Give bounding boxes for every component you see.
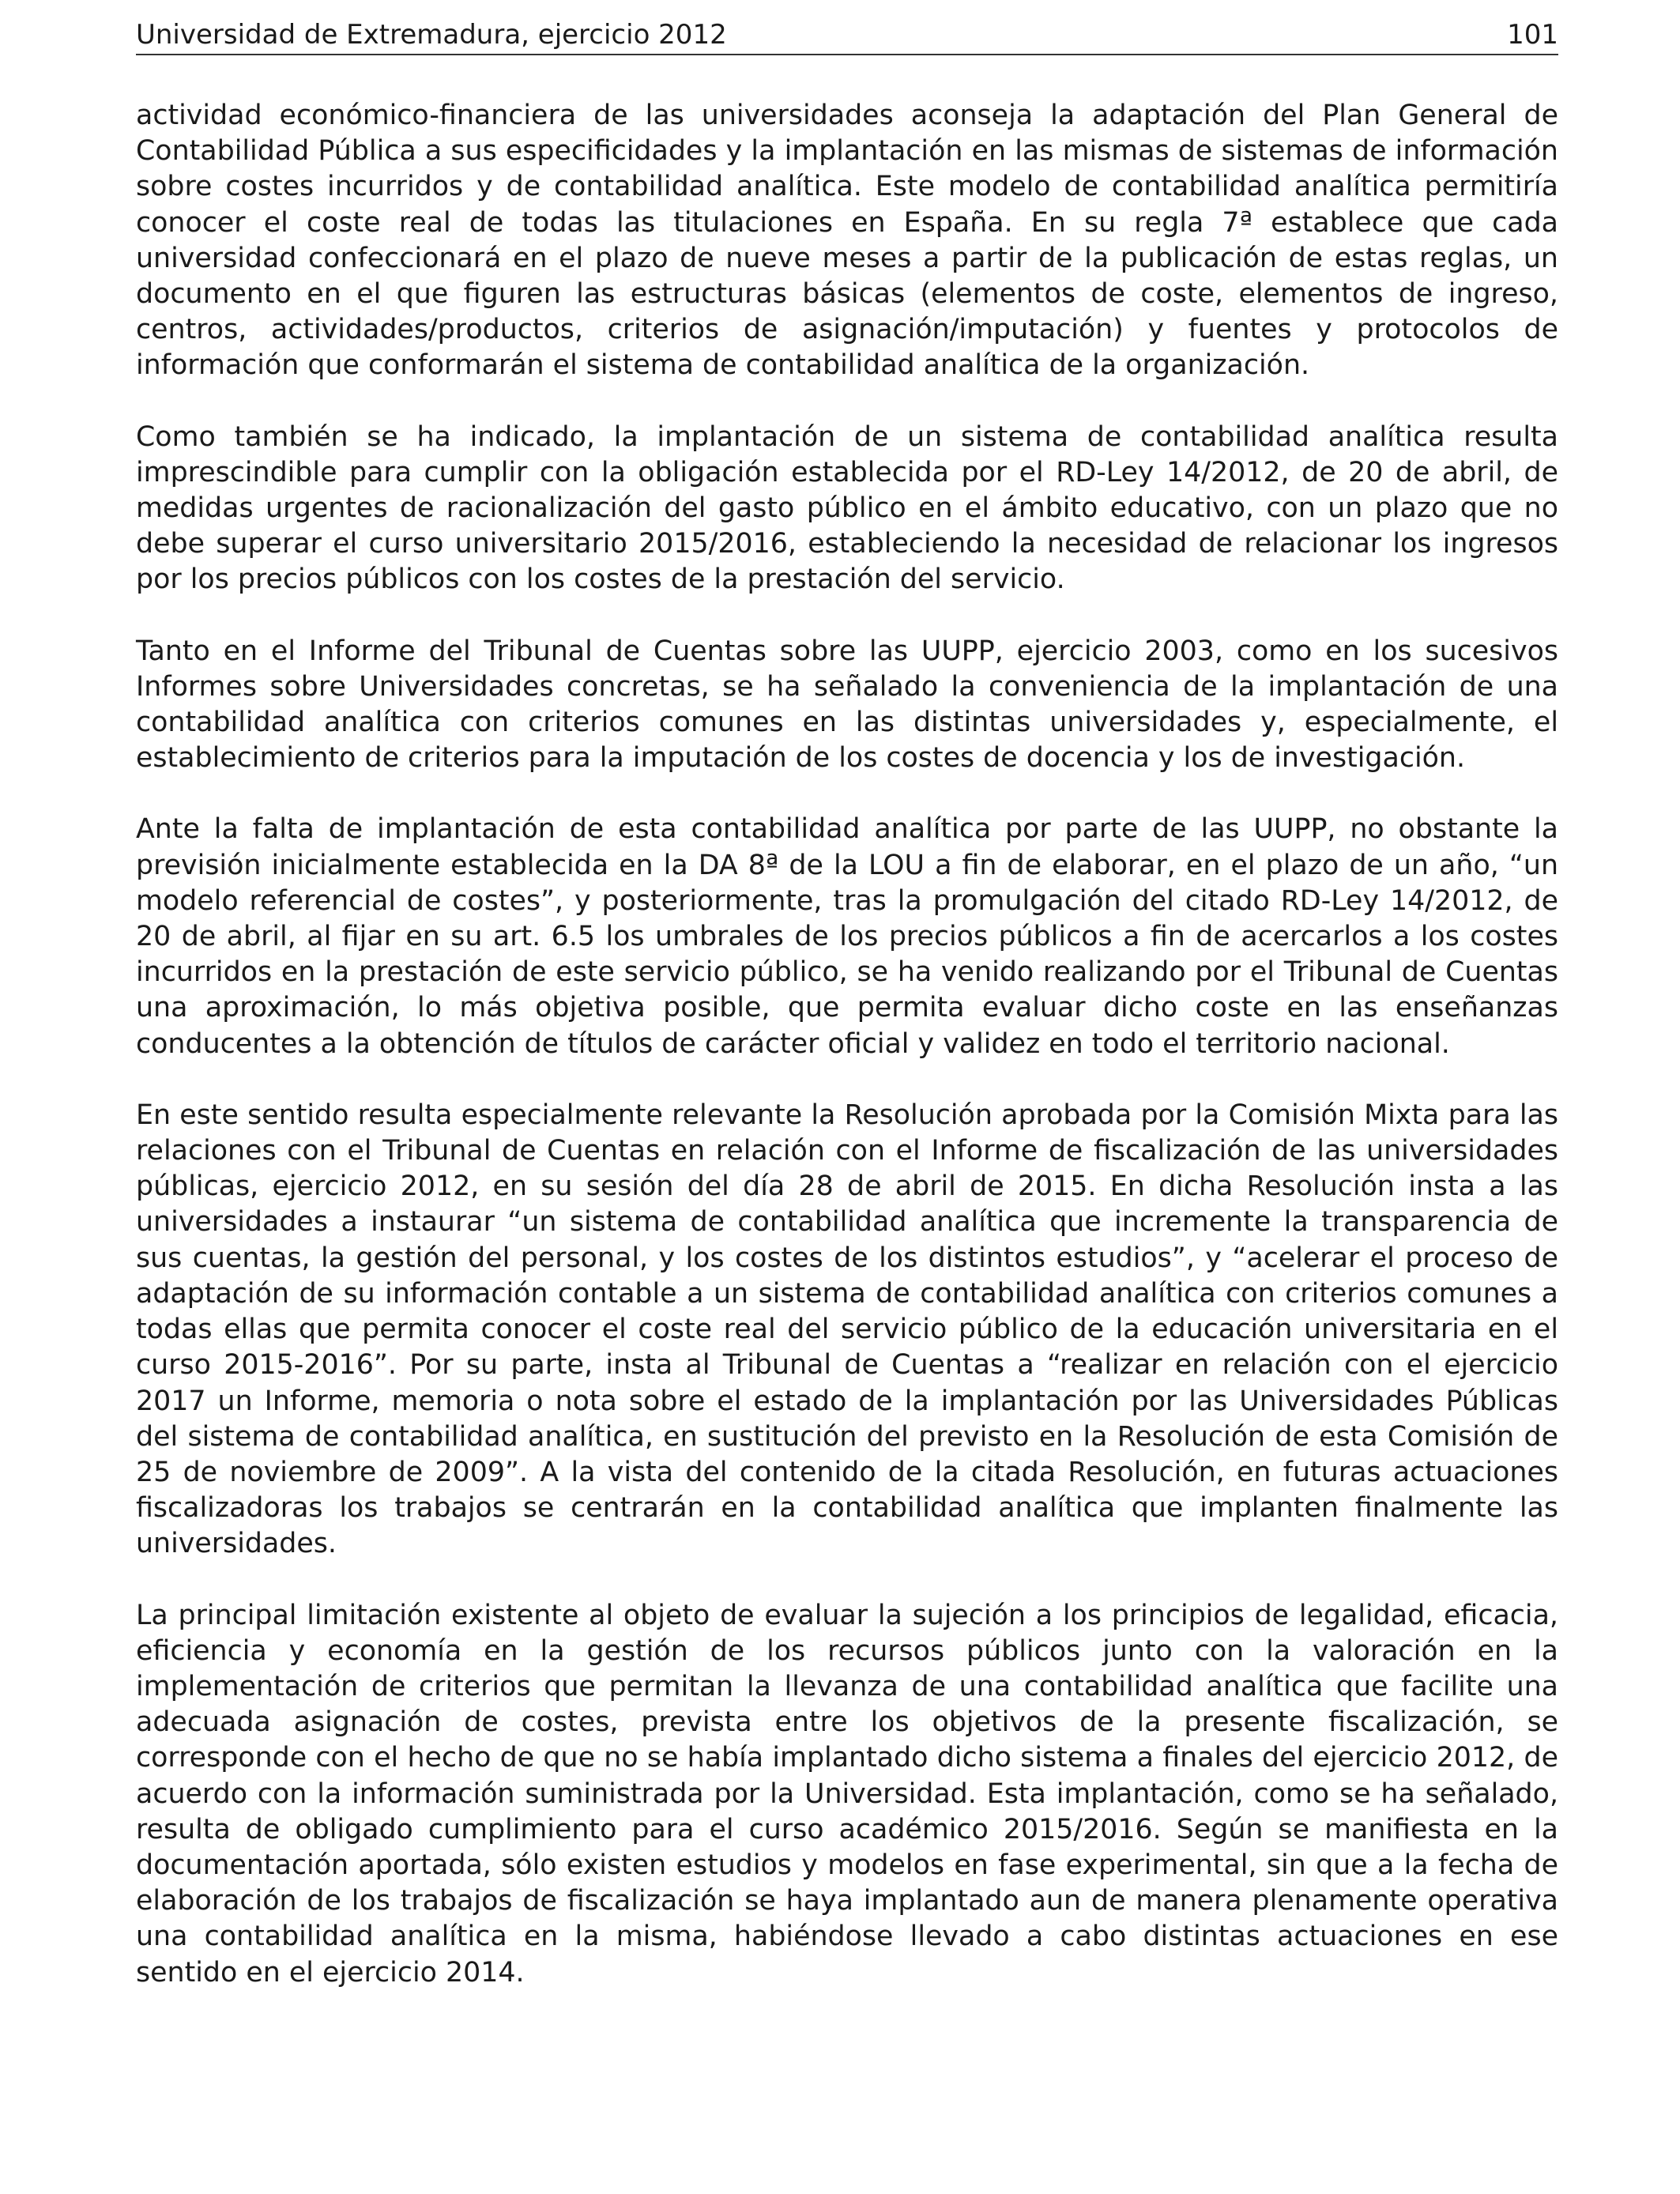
paragraph-6: La principal limitación existente al objeto de evaluar la sujeción a los principios de legalidad, eficacia, eficiencia y economía en la gestión de los recursos públicos junto con la valoración en la implementación de criterios que permitan la llevanza de una contabilidad analítica que facilite una adecuada asignación de costes, prevista entre los objetivos de la presente fiscalización, se corresponde con el hecho de que no se había implantado dicho sistema a finales del ejercicio 2012, de acuerdo con la información suministrada por la Universidad. Esta implantación, como se ha señalado, resulta de obligado cumplimiento para el curso académico 2015/2016. Según se manifiesta en la documentación aportada, sólo existen estudios y modelos en fase experimental, sin que a la fecha de elaboración de los trabajos de fiscalización se haya implantado aun de manera plenamente operativa una contabilidad analítica en la misma, habiéndose llevado a cabo distintas actuaciones en ese sentido en el ejercicio 2014. [136,1599,1558,1989]
paragraph-5: En este sentido resulta especialmente relevante la Resolución aprobada por la Comisión Mixta para las relaciones con el Tribunal de Cuentas en relación con el Informe de fiscalización de las universidades públicas, ejercicio 2012, en su sesión del día 28 de abril de 2015. En dicha Resolución insta a las universidades a instaurar “un sistema de contabilidad analítica que incremente la transparencia de sus cuentas, la gestión del personal, y los costes de los distintos estudios”, y “acelerar el proceso de adaptación de su información contable a un sistema de contabilidad analítica con criterios comunes a todas ellas que permita conocer el coste real del servicio público de la educación universitaria en el curso 2015-2016”. Por su parte, insta al Tribunal de Cuentas a “realizar en relación con el ejercicio 2017 un Informe, memoria o nota sobre el estado de la implantación por las Universidades Públicas del sistema de contabilidad analítica, en sustitución del previsto en la Resolución de esta Comisión de 25 de noviembre de 2009”. A la vista del contenido de la citada Resolución, en futuras actuaciones fiscalizadoras los trabajos se centrarán en la contabilidad analítica que implanten finalmente las universidades. [136,1099,1558,1560]
header-title: Universidad de Extremadura, ejercicio 2012 [136,19,727,51]
paragraph-3: Tanto en el Informe del Tribunal de Cuentas sobre las UUPP, ejercicio 2003, como en los sucesivos Informes sobre Universidades concretas, se ha señalado la conveniencia de la implantación de una contabilidad analítica con criterios comunes en las distintas universidades y, especialmente, el establecimiento de criterios para la imputación de los costes de docencia y los de investigación. [136,635,1558,775]
paragraph-2: Como también se ha indicado, la implantación de un sistema de contabilidad analítica resulta imprescindible para cumplir con la obligación establecida por el RD-Ley 14/2012, de 20 de abril, de medidas urgentes de racionalización del gasto público en el ámbito educativo, con un plazo que no debe superar el curso universitario 2015/2016, estableciendo la necesidad de relacionar los ingresos por los precios públicos con los costes de la prestación del servicio. [136,420,1558,596]
page-number: 101 [1507,19,1558,51]
paragraph-4: Ante la falta de implantación de esta contabilidad analítica por parte de las UUPP, no obstante la previsión inicialmente establecida en la DA 8ª de la LOU a fin de elaborar, en el plazo de un año, “un modelo referencial de costes”, y posteriormente, tras la promulgación del citado RD-Ley 14/2012, de 20 de abril, al fijar en su art. 6.5 los umbrales de los precios públicos a fin de acercarlos a los costes incurridos en la prestación de este servicio público, se ha venido realizando por el Tribunal de Cuentas una aproximación, lo más objetiva posible, que permita evaluar dicho coste en las enseñanzas conducentes a la obtención de títulos de carácter oficial y validez en todo el territorio nacional. [136,813,1558,1060]
document-body [136,98,1558,2026]
page-header [136,17,1558,55]
paragraph-1: actividad económico-financiera de las universidades aconseja la adaptación del Plan General de Contabilidad Pública a sus especificidades y la implantación en las mismas de sistemas de información sobre costes incurridos y de contabilidad analítica. Este modelo de contabilidad analítica permitiría conocer el coste real de todas las titulaciones en España. En su regla 7ª establece que cada universidad confeccionará en el plazo de nueve meses a partir de la publicación de estas reglas, un documento en el que figuren las estructuras básicas (elementos de coste, elementos de ingreso, centros, actividades/productos, criterios de asignación/imputación) y fuentes y protocolos de información que conformarán el sistema de contabilidad analítica de la organización. [136,100,1558,382]
